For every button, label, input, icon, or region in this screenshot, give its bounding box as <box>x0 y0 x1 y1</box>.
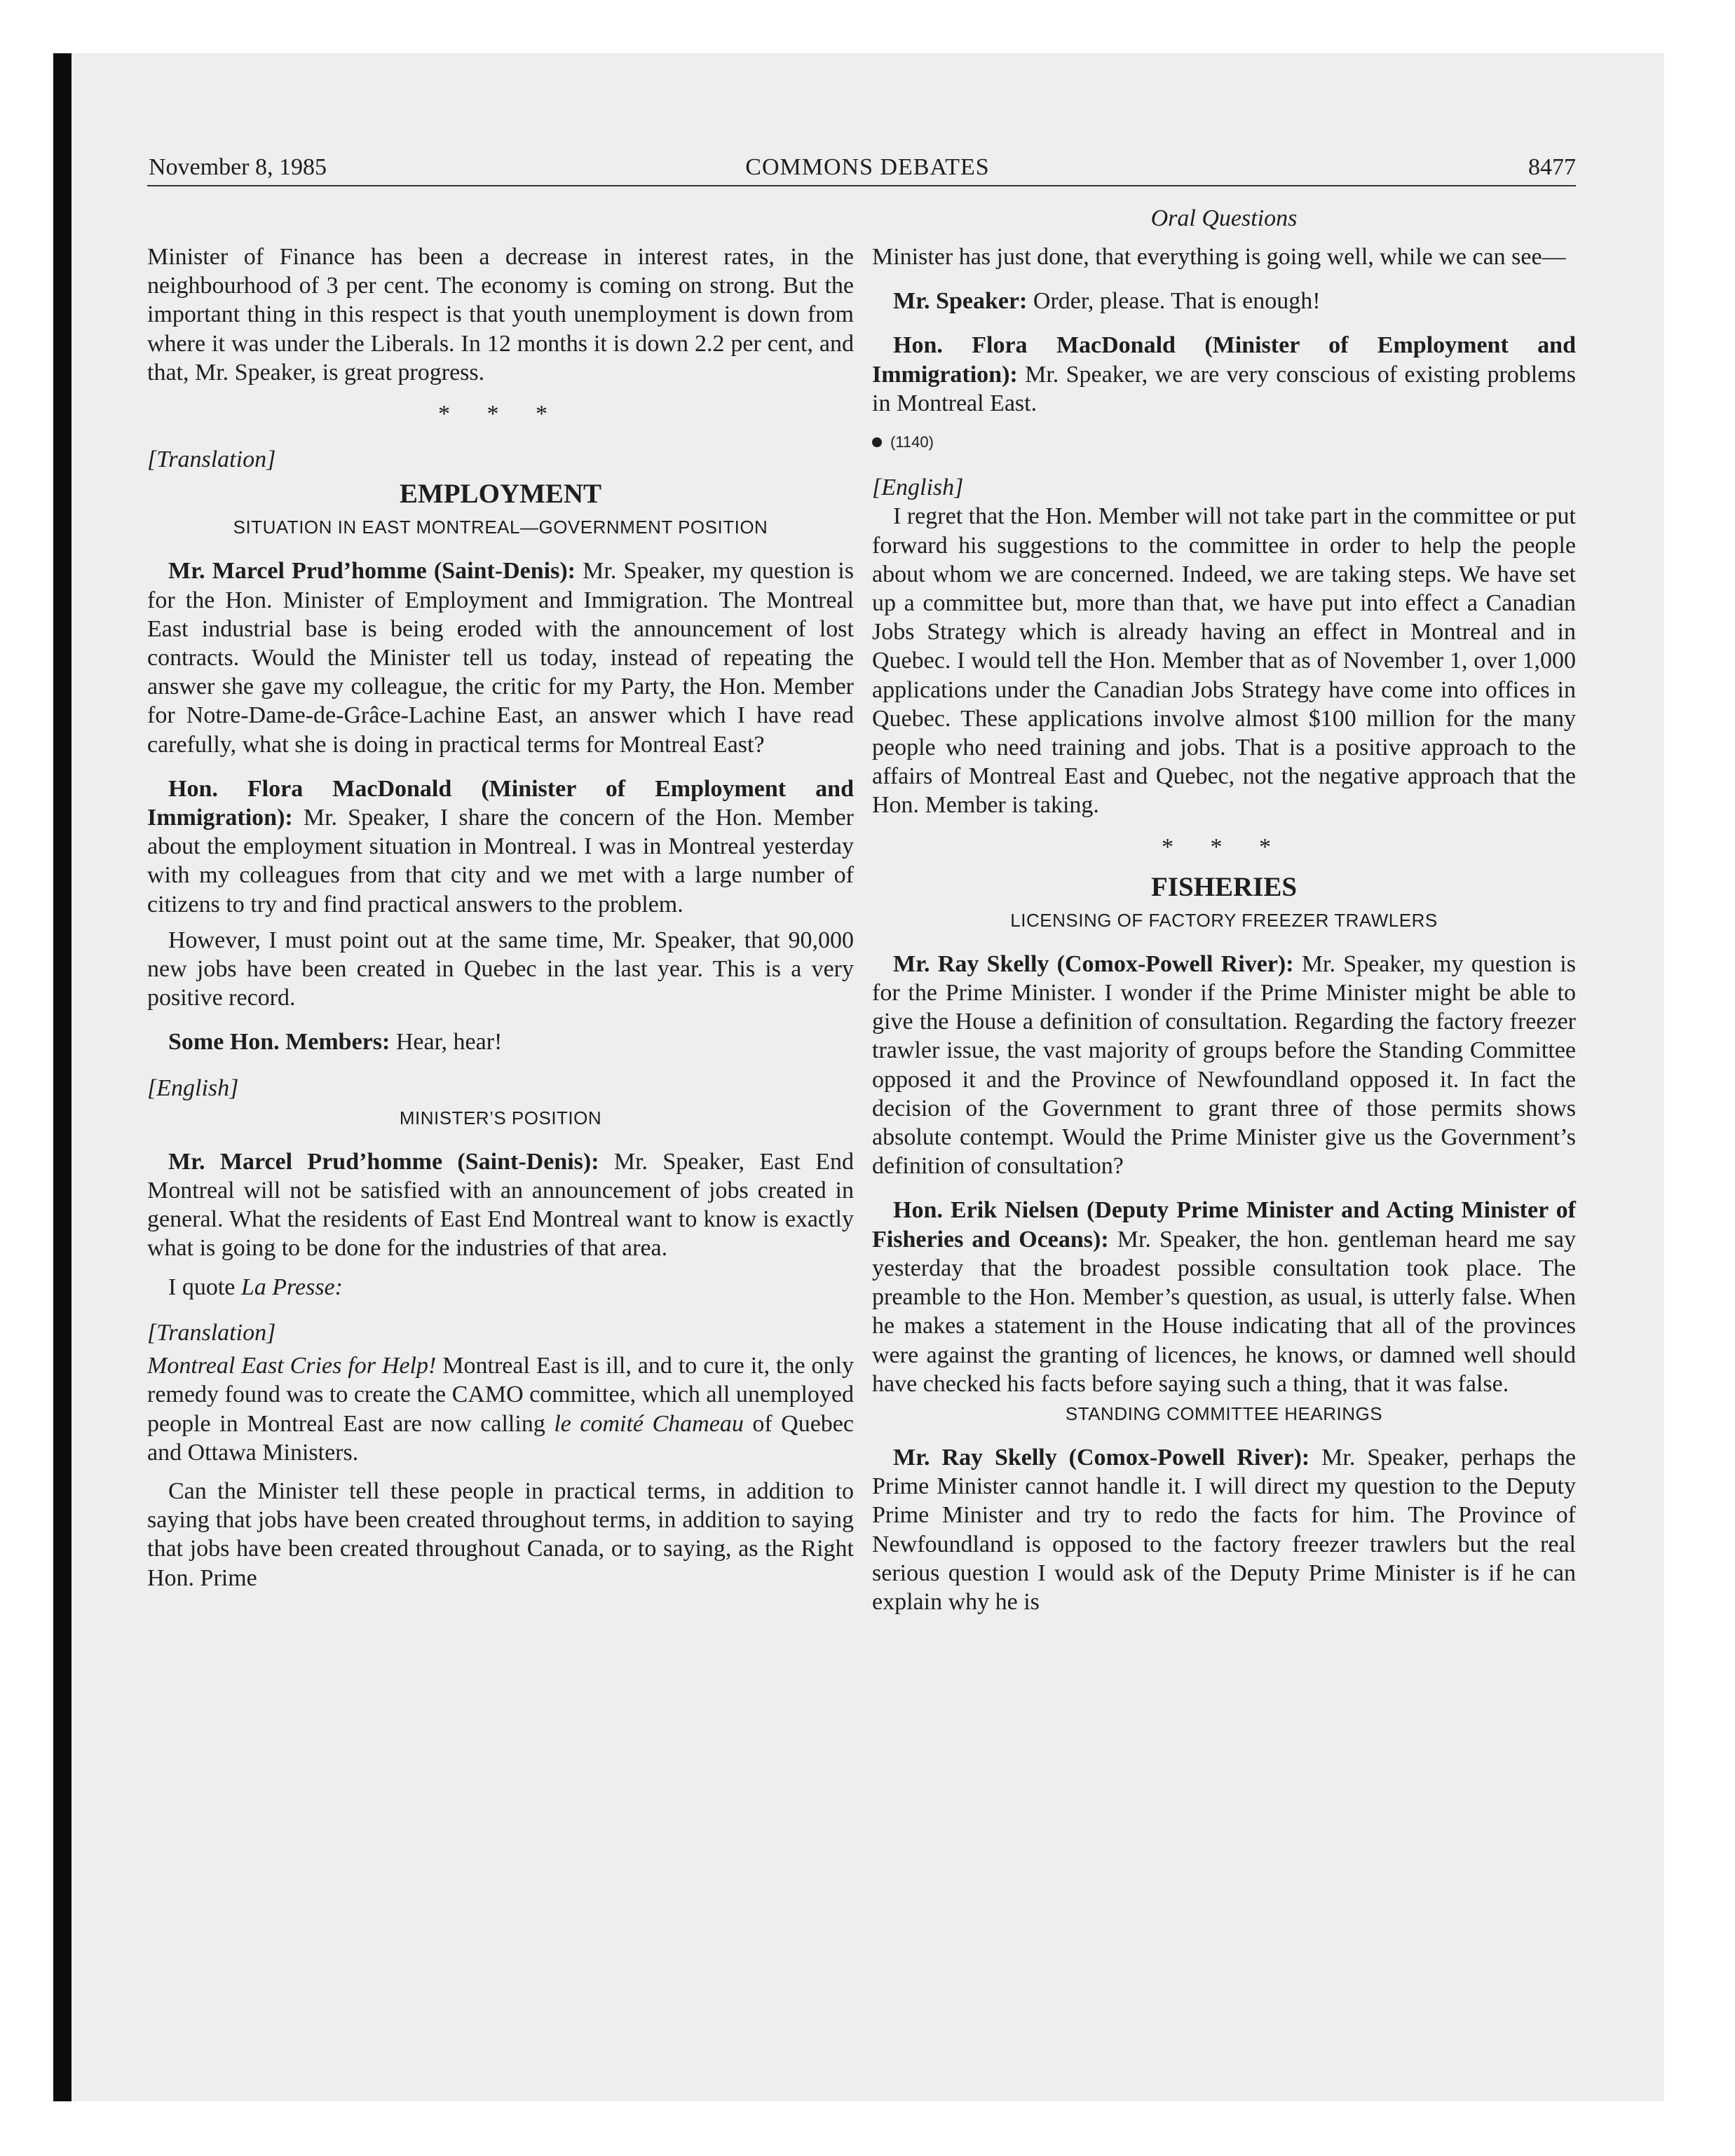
speaker-name: Some Hon. Members: <box>168 1029 390 1056</box>
section-running-head: Oral Questions <box>1150 205 1298 231</box>
section-heading: FISHERIES <box>1150 871 1298 902</box>
header-page-number: 8477 <box>1528 154 1576 180</box>
bullet-icon <box>872 437 882 447</box>
speech-continued: I regret that the Hon. Member will not take part in the committee or put forward his suggestions to the committee in order to help the people about whom we are concerned. Indeed, we are taking steps. We have set up a committee but, more than that, we have put into effect a Canadian Jobs Strategy which is already having an effect in Montreal and in Quebec. I would tell the Hon. Member that as of November 1, over 1,000 applications under the Canadian Jobs Strategy have come into offices in Quebec. These applications involve almost $100 million for the many people who need training and jobs. That is a positive approach to the affairs of Montreal East and Quebec, not the negative approach that the Hon. Member is taking. <box>872 503 1576 819</box>
quoted-passage <box>147 1351 854 1467</box>
speech-text: Mr. Speaker, East End Montreal will not be satisfied with an announcement of jobs created in general. What the residents of East End Montreal want to know is exactly what is going to be done for the industries of that area. <box>147 1148 854 1262</box>
speech <box>872 331 1576 418</box>
paragraph: Can the Minister tell these people in practical terms, in addition to saying that jobs have been created throughout terms, in addition to saying that jobs have been created throughout Canada, or to saying, as the Right Hon. Prime <box>147 1478 854 1591</box>
subsection-heading: SITUATION IN EAST MONTREAL—GOVERNMENT POSITION <box>233 517 768 538</box>
header-date: November 8, 1985 <box>149 154 327 180</box>
speaker-name: Mr. Ray Skelly (Comox-Powell River): <box>893 1444 1310 1471</box>
speech <box>147 775 854 919</box>
speech-text: Mr. Speaker, the hon. gentleman heard me say yesterday that the broadest possible consultation took place. The preamble to the Hon. Member’s question, as usual, is utterly false. When he makes a statement in the House indicating that all of the provinces were against the granting of licences, he knows, or damned well should have checked his facts before saying such a thing, that it was false. <box>872 1226 1576 1397</box>
paragraph: Minister of Finance has been a decrease in interest rates, in the neighbourhood of 3 per cent. The economy is coming on strong. But the important thing in this respect is that youth unemployment is down from where it was under the Liberals. In 12 months it is down 2.2 per cent, and that, Mr. Speaker, is great progress. <box>147 244 854 386</box>
speech <box>872 1443 1576 1616</box>
header-rule <box>147 185 1576 186</box>
quote-text: Montreal East is ill, and to cure it, the only remedy found was to create the CAMO committee, which all unemployed people in Montreal East are now calling <box>147 1353 854 1437</box>
speech-text: Mr. Speaker, perhaps the Prime Minister cannot handle it. I will direct my question to the Deputy Prime Minister and try to redo the facts for him. The Province of Newfoundland is opposed to the factory freezer trawlers but the real serious question I would ask of the Deputy Prime Minister is if he can explain why he is <box>872 1444 1576 1615</box>
time-marker <box>872 428 1576 456</box>
quote-source: La Presse: <box>240 1274 343 1300</box>
subsection-heading: MINISTER’S POSITION <box>399 1107 602 1128</box>
language-marker: [Translation] <box>147 446 276 473</box>
quote-intro <box>147 1273 854 1302</box>
subsection-heading: STANDING COMMITTEE HEARINGS <box>1065 1403 1383 1424</box>
speaker-name: Mr. Marcel Prud’homme (Saint-Denis): <box>168 1148 599 1175</box>
speaker-name: Hon. Flora MacDonald (Minister of Employment and Immigration): <box>147 775 854 831</box>
speech-text: Mr. Speaker, we are very conscious of existing problems in Montreal East. <box>872 361 1576 416</box>
speech <box>872 287 1576 315</box>
section-separator: * * * <box>438 401 563 428</box>
language-marker: [English] <box>147 1074 239 1101</box>
language-marker: [English] <box>872 475 964 501</box>
paragraph: Minister has just done, that everything is going well, while we can see— <box>872 244 1566 270</box>
speech-text: Order, please. That is enough! <box>1027 288 1321 315</box>
quote-italic-term: le comité Chameau <box>554 1410 744 1437</box>
subsection-heading: LICENSING OF FACTORY FREEZER TRAWLERS <box>1010 909 1438 931</box>
quote-title: Montreal East Cries for Help! <box>147 1353 437 1379</box>
speaker-name: Mr. Speaker: <box>893 288 1028 315</box>
speech <box>147 1028 854 1056</box>
right-column <box>872 243 1576 1616</box>
header-title: COMMONS DEBATES <box>745 154 990 180</box>
speech <box>872 1196 1576 1398</box>
section-heading: EMPLOYMENT <box>399 479 602 510</box>
speech <box>147 1147 854 1263</box>
language-marker: [Translation] <box>147 1319 276 1346</box>
speech-text: Mr. Speaker, my question is for the Prime Minister. I wonder if the Prime Minister might be able to give the House a definition of consultation. Regarding the factory freezer trawler issue, the vast majority of groups before the Standing Committee opposed it and the Province of Newfoundland opposed it. In fact the decision of the Government to grant three of those permits shows absolute contempt. Would the Prime Minister give us the Government’s definition of consultation? <box>872 950 1576 1180</box>
speech-text: Mr. Speaker, I share the concern of the Hon. Member about the employment situation in Montreal. I was in Montreal yesterday with my colleagues from that city and we met with a large number of citizens to try and find practical answers to the problem. <box>147 805 854 917</box>
speaker-name: Hon. Flora MacDonald (Minister of Employment and Immigration): <box>872 332 1576 388</box>
speech <box>872 950 1576 1181</box>
speech-text: Mr. Speaker, my question is for the Hon. Minister of Employment and Immigration. The Montreal East industrial base is being eroded with the announcement of lost contracts. Would the Minister tell us today, instead of repeating the answer she gave my colleague, the critic for my Party, the Hon. Member for Notre-Dame-de-Grâce-Lachine East, an answer which I have read carefully, what she is doing in practical terms for Montreal East? <box>147 558 854 758</box>
speaker-name: Mr. Marcel Prud’homme (Saint-Denis): <box>168 558 576 585</box>
speech <box>147 557 854 758</box>
speech-continued: However, I must point out at the same time, Mr. Speaker, that 90,000 new jobs have been created in Quebec in the last year. This is a very positive record. <box>147 927 854 1011</box>
scan-edge-bar <box>53 53 72 2101</box>
speaker-name: Hon. Erik Nielsen (Deputy Prime Minister and Acting Minister of Fisheries and Oceans): <box>872 1197 1576 1253</box>
quote-text: of Quebec and Ottawa Ministers. <box>147 1410 854 1466</box>
speaker-name: Mr. Ray Skelly (Comox-Powell River): <box>893 950 1294 977</box>
time-marker-text: (1140) <box>890 433 934 451</box>
left-column <box>147 243 854 1592</box>
speech-text: Hear, hear! <box>390 1029 503 1056</box>
quote-intro-text: I quote <box>168 1274 241 1300</box>
section-separator: * * * <box>1162 833 1286 860</box>
